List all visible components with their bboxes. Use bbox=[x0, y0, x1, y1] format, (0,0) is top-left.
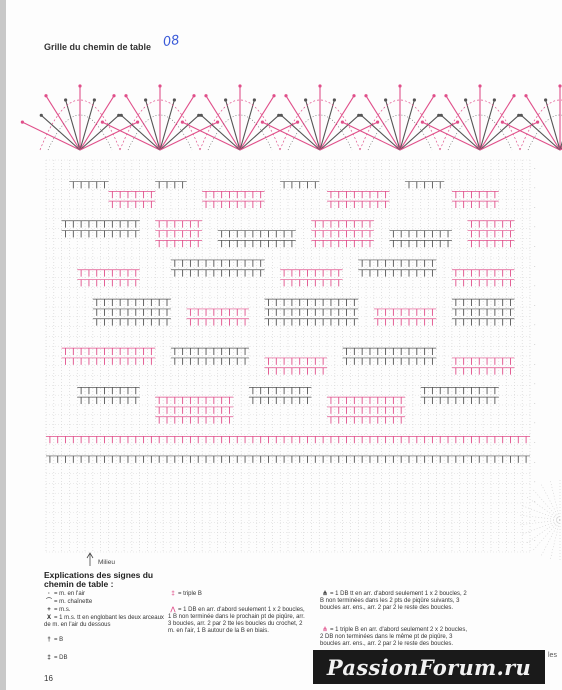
fan-stitch-tip bbox=[238, 84, 241, 87]
fan-stitch-tip bbox=[261, 121, 264, 124]
fan-stitch-tip bbox=[544, 98, 547, 101]
legend-entry-chain: · = m. en l'air bbox=[48, 591, 85, 597]
fan-stitch-tip bbox=[44, 94, 47, 97]
page-number: 16 bbox=[44, 674, 53, 683]
fan-stitch bbox=[441, 115, 480, 150]
fan-stitch-tip bbox=[478, 84, 481, 87]
fan-stitch bbox=[66, 100, 80, 150]
legend-entry-triple: ‡ = triple B bbox=[171, 591, 202, 597]
fan-stitch-tip bbox=[280, 114, 283, 117]
fan-stitch-tip bbox=[398, 84, 401, 87]
row-number-mark: · bbox=[534, 459, 536, 466]
fan-stitch bbox=[466, 100, 480, 150]
fan-stitch bbox=[320, 115, 359, 150]
fan-stitch-tip bbox=[64, 98, 67, 101]
fan-stitch-tip bbox=[341, 121, 344, 124]
row-number-mark: · bbox=[534, 224, 536, 231]
fan-stitch-tip bbox=[284, 94, 287, 97]
rosette-spoke bbox=[527, 520, 560, 543]
chart-title: Grille du chemin de table bbox=[44, 42, 152, 52]
fan-stitch bbox=[240, 115, 279, 150]
fan-stitch bbox=[240, 100, 254, 150]
fan-stitch-tip bbox=[440, 114, 443, 117]
row-number-mark: · bbox=[534, 518, 536, 525]
fan-stitch bbox=[320, 100, 334, 150]
fan-stitch-tip bbox=[120, 114, 123, 117]
fan-stitch-tip bbox=[444, 94, 447, 97]
fan-stitch bbox=[80, 115, 119, 150]
fan-stitch-tip bbox=[352, 94, 355, 97]
row-number-mark: · bbox=[534, 538, 536, 545]
fan-stitch-tip bbox=[520, 114, 523, 117]
rosette-spoke bbox=[541, 520, 560, 555]
fan-stitch bbox=[521, 115, 560, 150]
fan-stitch-tip bbox=[464, 98, 467, 101]
fan-stitch-tip bbox=[78, 84, 81, 87]
legend-entry-sc: + = m.s. bbox=[47, 607, 71, 613]
fan-stitch-tip bbox=[124, 94, 127, 97]
fan-stitch-tip bbox=[421, 121, 424, 124]
fan-stitch-tip bbox=[304, 98, 307, 101]
fan-stitch bbox=[386, 100, 400, 150]
fan-stitch-tip bbox=[136, 121, 139, 124]
fan-stitch-tip bbox=[456, 121, 459, 124]
fan-stitch-tip bbox=[512, 94, 515, 97]
fan-stitch-tip bbox=[364, 94, 367, 97]
fan-stitch-tip bbox=[192, 94, 195, 97]
fan-stitch bbox=[226, 100, 240, 150]
watermark-logo: PassionForum.ru bbox=[313, 650, 545, 684]
legend-entry-cluster-b: ⋔ = 1 triple B en arr. d'abord seulement 2 x 2 boucles, 2 DB non terminées dans le même pt de piqûre, 3 boucles arr. ens., arr. 2 par 2 le reste des boucles. bbox=[320, 627, 468, 647]
row-number-mark: · bbox=[534, 420, 536, 427]
fan-stitch bbox=[160, 100, 174, 150]
fan-stitch-tip bbox=[501, 121, 504, 124]
fan-stitch bbox=[400, 100, 414, 150]
row-number-mark: · bbox=[534, 361, 536, 368]
legend-entry-tr: ‡ = DB bbox=[47, 655, 68, 661]
fan-stitch-tip bbox=[272, 94, 275, 97]
fan-stitch-tip bbox=[384, 98, 387, 101]
row-number-mark: · bbox=[534, 401, 536, 407]
fan-stitch-tip bbox=[536, 121, 539, 124]
fan-stitch-tip bbox=[21, 121, 24, 124]
legend-entry-cluster-a: ⋔ = 1 DB tt en arr. d'abord seulement 1 x 2 boucles, 2 B non terminées dans les 2 pts de piqûre suivants, 3 boucles arr. ens., arr. 2 par 2 le reste des boucles. bbox=[320, 591, 467, 611]
legend-entry-dc: † = B bbox=[47, 637, 64, 643]
row-number-mark: · bbox=[534, 381, 536, 388]
center-label: Milieu bbox=[98, 559, 115, 566]
fan-stitch-tip bbox=[524, 94, 527, 97]
fan-stitch bbox=[281, 115, 320, 150]
fan-stitch bbox=[201, 115, 240, 150]
fan-stitch-tip bbox=[158, 84, 161, 87]
fan-stitch-tip bbox=[493, 98, 496, 101]
row-number-mark: · bbox=[534, 165, 536, 172]
row-number-mark: · bbox=[534, 322, 536, 329]
row-number-mark: · bbox=[534, 440, 536, 447]
row-number-mark: · bbox=[534, 283, 536, 290]
row-number-mark: · bbox=[534, 499, 536, 505]
fan-stitch bbox=[480, 115, 519, 150]
fan-stitch-tip bbox=[93, 98, 96, 101]
handwritten-note: 08 bbox=[162, 32, 181, 51]
row-number-mark: · bbox=[534, 342, 536, 349]
fan-stitch bbox=[146, 100, 160, 150]
fan-stitch bbox=[480, 100, 494, 150]
fan-stitch bbox=[121, 115, 160, 150]
fan-stitch-tip bbox=[413, 98, 416, 101]
row-number-mark: · bbox=[534, 263, 536, 270]
row-number-mark: · bbox=[534, 479, 536, 486]
fan-stitch-tip bbox=[40, 114, 43, 117]
fan-stitch-tip bbox=[144, 98, 147, 101]
fan-stitch-tip bbox=[181, 121, 184, 124]
rosette-spoke bbox=[541, 485, 560, 520]
fan-stitch-tip bbox=[296, 121, 299, 124]
fan-stitch bbox=[41, 115, 80, 150]
rosette-spoke bbox=[550, 520, 560, 559]
row-number-mark: · bbox=[534, 205, 536, 211]
legend-entry-slip: ⌒ = m. chaînette bbox=[45, 599, 93, 605]
fan-stitch-tip bbox=[253, 98, 256, 101]
rosette-spoke bbox=[550, 481, 560, 520]
row-number-mark: · bbox=[534, 185, 536, 192]
fan-stitch bbox=[160, 115, 199, 150]
fan-stitch bbox=[361, 115, 400, 150]
fan-stitch bbox=[306, 100, 320, 150]
fan-stitch-tip bbox=[558, 84, 561, 87]
legend-entry-crossed: ⋀ = 1 DB en arr. d'abord seulement 1 x 2 boucles, 1 B non terminée dans le prochain pt de piqûre, arr. 3 boucles, arr. 2 par 2 tte les boucles du crochet, 2 m. en l'air, 1 B autour de la B en biais. bbox=[168, 607, 305, 634]
row-number-mark: · bbox=[534, 303, 536, 309]
rosette-spoke bbox=[527, 497, 560, 520]
fan-stitch-tip bbox=[318, 84, 321, 87]
fan-stitch-tip bbox=[216, 121, 219, 124]
fan-stitch-tip bbox=[173, 98, 176, 101]
legend-entry-sc-around: X = 1 m.s. tt en englobant les deux arceaux de m. en l'air du dessous bbox=[44, 615, 164, 628]
fan-stitch-tip bbox=[101, 121, 104, 124]
legend-title: Explications des signes du chemin de table : bbox=[44, 570, 154, 589]
fan-stitch-tip bbox=[224, 98, 227, 101]
fan-stitch bbox=[546, 100, 560, 150]
corner-text: les bbox=[548, 652, 557, 659]
fan-stitch-tip bbox=[333, 98, 336, 101]
fan-stitch bbox=[80, 100, 94, 150]
row-number-mark: · bbox=[534, 244, 536, 251]
fan-stitch bbox=[400, 115, 439, 150]
fan-stitch-tip bbox=[200, 114, 203, 117]
fan-stitch-tip bbox=[360, 114, 363, 117]
fan-stitch-tip bbox=[204, 94, 207, 97]
fan-stitch-tip bbox=[376, 121, 379, 124]
fan-stitch-tip bbox=[112, 94, 115, 97]
fan-stitch-tip bbox=[432, 94, 435, 97]
